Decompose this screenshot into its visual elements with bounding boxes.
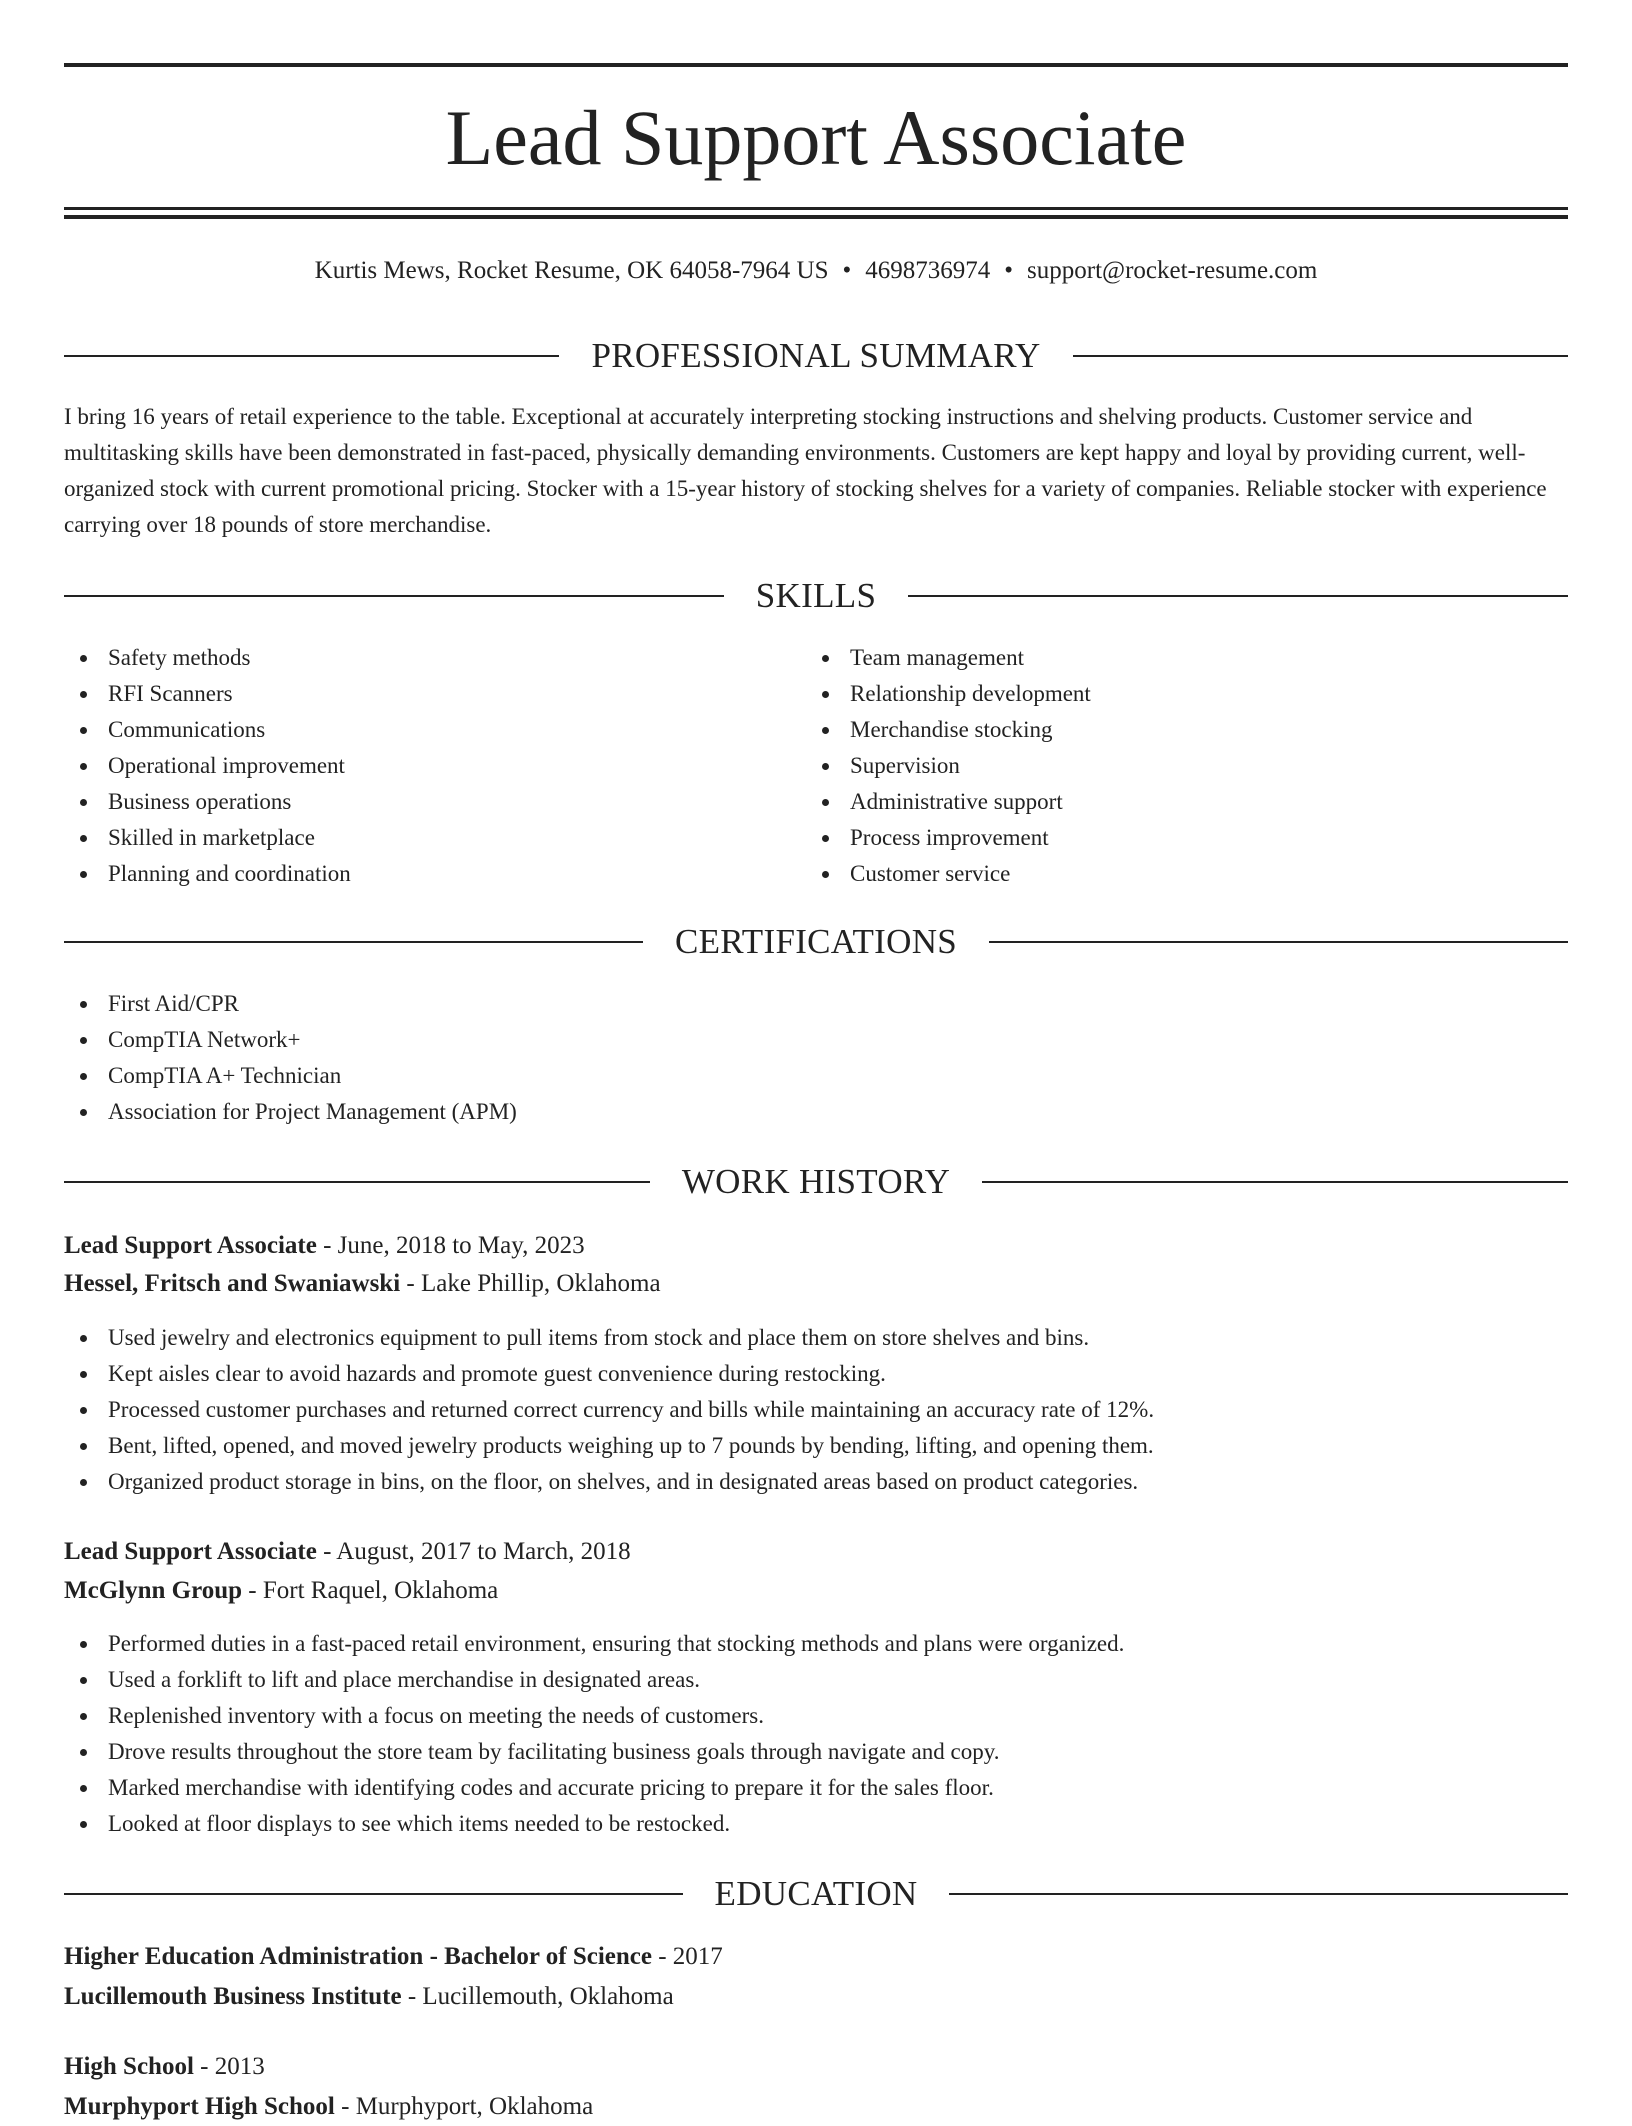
education-location: Murphyport, Oklahoma	[355, 2093, 594, 2120]
job-duty: Drove results throughout the store team by facilitating business goals through navigate and copy.	[64, 1734, 1568, 1770]
job-title-line	[64, 1227, 1568, 1265]
education-school: Lucillemouth Business Institute	[64, 1983, 402, 2010]
education-location: Lucillemouth, Oklahoma	[422, 1983, 674, 2010]
top-rule	[64, 63, 1568, 67]
section-rule	[1073, 355, 1568, 357]
summary-text: I bring 16 years of retail experience to the table. Exceptional at accurately interpreting stocking instructions and shelving products. Customer service and multitasking skills have been demonstrated in fast-paced, physically demanding environments. Customers are kept happy and loyal by providing current, well-organized stock with current promotional pricing. Stocker with a 15-year history of stocking shelves for a variety of companies. Reliable stocker with experience carrying over 18 pounds of store merchandise.	[64, 404, 1547, 537]
section-rule	[64, 1893, 683, 1895]
contact-line	[64, 254, 1568, 288]
job-company-line	[64, 1572, 1568, 1610]
job-company: Hessel, Fritsch and Swaniawski	[64, 1270, 401, 1297]
education-degree-line	[64, 2048, 1568, 2086]
job-company: McGlynn Group	[64, 1577, 243, 1604]
dash: -	[200, 2053, 209, 2080]
skill-item: Business operations	[64, 784, 804, 820]
section-title: EDUCATION	[714, 1874, 918, 1913]
certification-item: CompTIA Network+	[64, 1022, 1568, 1058]
job-dates: June, 2018 to May, 2023	[337, 1232, 585, 1259]
job-duty: Used jewelry and electronics equipment to pull items from stock and place them on store shelves and bins.	[64, 1320, 1568, 1356]
dash: -	[341, 2093, 350, 2120]
job-company-line	[64, 1265, 1568, 1303]
education-school: Murphyport High School	[64, 2093, 335, 2120]
job-location: Fort Raquel, Oklahoma	[262, 1577, 499, 1604]
education-degree: Higher Education Administration - Bachelor of Science	[64, 1943, 652, 1970]
title-rule-upper	[64, 207, 1568, 210]
certification-item: First Aid/CPR	[64, 986, 1568, 1022]
section-title: WORK HISTORY	[681, 1162, 951, 1201]
skill-item: Process improvement	[806, 820, 1546, 856]
skill-item: Skilled in marketplace	[64, 820, 804, 856]
section-rule	[64, 1181, 650, 1183]
job-title: Lead Support Associate	[64, 1538, 317, 1565]
education-year: 2013	[214, 2053, 265, 2080]
education-year: 2017	[672, 1943, 723, 1970]
contact-separator: •	[1004, 257, 1014, 284]
section-header-education	[64, 1872, 1568, 1916]
dash: -	[248, 1577, 257, 1604]
job-duty: Performed duties in a fast-paced retail environment, ensuring that stocking methods and plans were organized.	[64, 1626, 1568, 1662]
resume-title: Lead Support Associate	[445, 94, 1187, 181]
section-rule	[64, 355, 559, 357]
contact-phone: 4698736974	[865, 257, 991, 284]
job-duties-list	[64, 1320, 1568, 1500]
title-rule-lower	[64, 215, 1568, 219]
section-title: CERTIFICATIONS	[674, 922, 958, 961]
job-title: Lead Support Associate	[64, 1232, 317, 1259]
section-header-certifications	[64, 920, 1568, 964]
contact-email: support@rocket-resume.com	[1027, 257, 1318, 284]
dash: -	[407, 1983, 417, 2010]
job-duty: Used a forklift to lift and place merchandise in designated areas.	[64, 1662, 1568, 1698]
contact-address: Kurtis Mews, Rocket Resume, OK 64058-7964 US	[314, 257, 829, 284]
section-rule	[982, 1181, 1568, 1183]
contact-separator: •	[842, 257, 852, 284]
dash: -	[323, 1232, 332, 1259]
skill-item: Safety methods	[64, 640, 804, 676]
section-rule	[64, 941, 643, 943]
skill-item: Administrative support	[806, 784, 1546, 820]
section-header-summary	[64, 334, 1568, 378]
education-school-line	[64, 1978, 1568, 2016]
skill-item: Communications	[64, 712, 804, 748]
skill-item: Operational improvement	[64, 748, 804, 784]
section-rule	[989, 941, 1568, 943]
job-duty: Organized product storage in bins, on the floor, on shelves, and in designated areas based on product categories.	[64, 1464, 1568, 1500]
certifications-list	[64, 986, 1568, 1130]
skill-item: Planning and coordination	[64, 856, 804, 892]
dash: -	[658, 1943, 667, 1970]
job-location: Lake Phillip, Oklahoma	[421, 1270, 661, 1297]
skill-item: Relationship development	[806, 676, 1546, 712]
skill-item: Customer service	[806, 856, 1546, 892]
section-header-skills	[64, 574, 1568, 618]
job-duty: Marked merchandise with identifying codes and accurate pricing to prepare it for the sales floor.	[64, 1770, 1568, 1806]
job-duty: Kept aisles clear to avoid hazards and promote guest convenience during restocking.	[64, 1356, 1568, 1392]
job-duties-list	[64, 1626, 1568, 1842]
section-rule	[949, 1893, 1568, 1895]
skill-item: RFI Scanners	[64, 676, 804, 712]
education-degree-line	[64, 1938, 1568, 1976]
section-title: PROFESSIONAL SUMMARY	[591, 336, 1041, 375]
skill-item: Team management	[806, 640, 1546, 676]
job-dates: August, 2017 to March, 2018	[336, 1538, 631, 1565]
education-degree: High School	[64, 2053, 194, 2080]
skills-list-left	[64, 640, 804, 892]
job-duty: Looked at floor displays to see which items needed to be restocked.	[64, 1806, 1568, 1842]
section-rule	[64, 595, 724, 597]
job-duty: Bent, lifted, opened, and moved jewelry products weighing up to 7 pounds by bending, lifting, and opening them.	[64, 1428, 1568, 1464]
skills-list-right	[806, 640, 1546, 892]
skill-item: Supervision	[806, 748, 1546, 784]
job-title-line	[64, 1533, 1568, 1571]
job-duty: Processed customer purchases and returned correct currency and bills while maintaining an accuracy rate of 12%.	[64, 1392, 1568, 1428]
job-duty: Replenished inventory with a focus on meeting the needs of customers.	[64, 1698, 1568, 1734]
section-rule	[908, 595, 1568, 597]
section-title: SKILLS	[755, 576, 877, 615]
dash: -	[323, 1538, 332, 1565]
skill-item: Merchandise stocking	[806, 712, 1546, 748]
education-school-line	[64, 2088, 1568, 2126]
section-header-work	[64, 1160, 1568, 1204]
dash: -	[406, 1270, 415, 1297]
certification-item: Association for Project Management (APM)	[64, 1094, 1568, 1130]
certification-item: CompTIA A+ Technician	[64, 1058, 1568, 1094]
